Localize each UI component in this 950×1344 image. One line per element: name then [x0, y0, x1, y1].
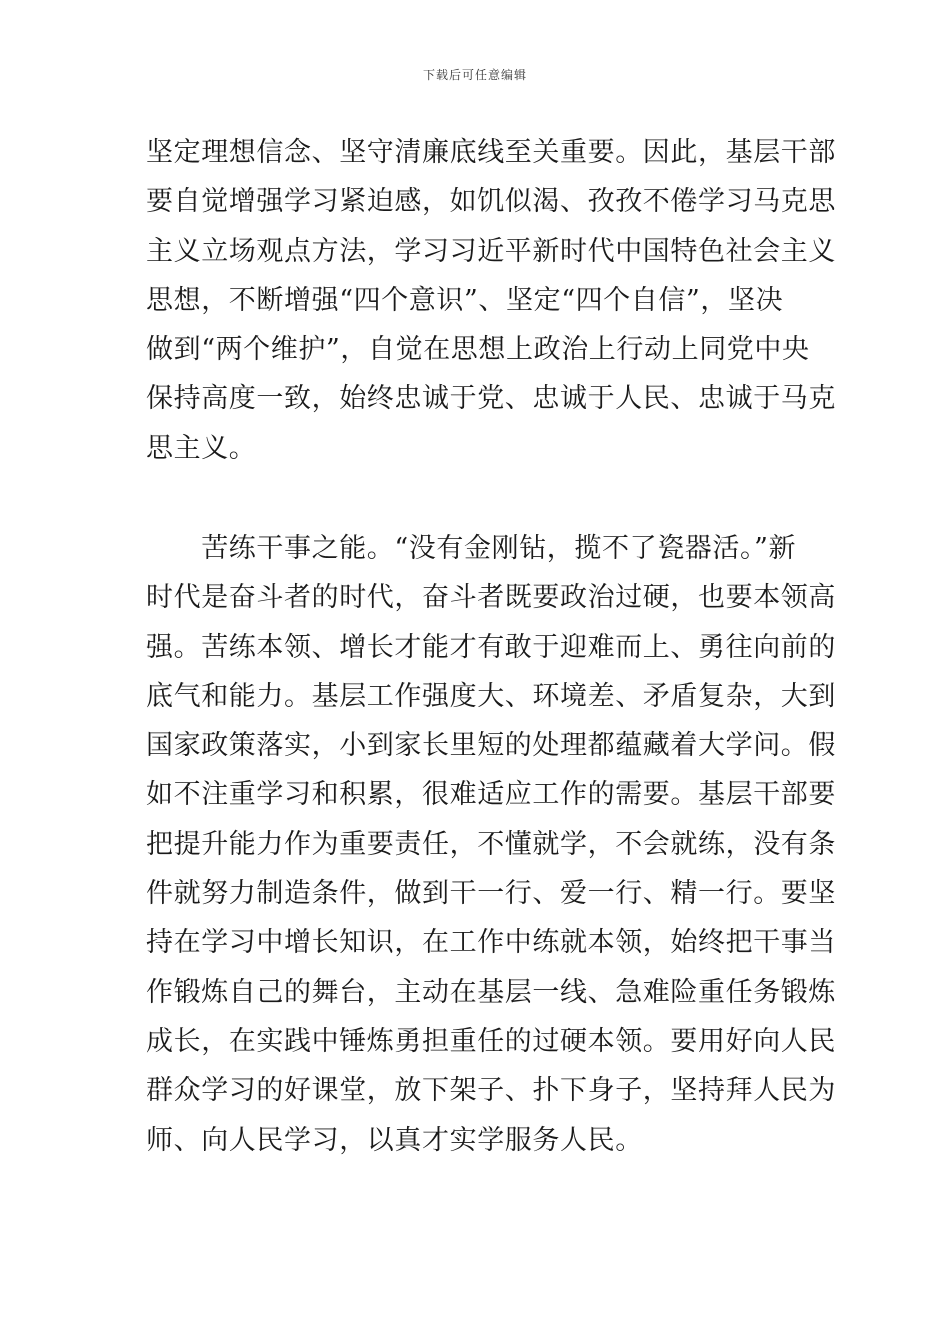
text-line: 作锻炼自己的舞台，主动在基层一线、急难险重任务锻炼: [146, 976, 836, 1008]
text-line: 主义立场观点方法，学习习近平新时代中国特色社会主义: [146, 235, 836, 267]
text-line: 保持高度一致，始终忠诚于党、忠诚于人民、忠诚于马克: [146, 383, 836, 415]
text-line: 师、向人民学习，以真才实学服务人民。: [146, 1124, 643, 1156]
paragraph-1: [146, 128, 836, 473]
text-line: 如不注重学习和积累，很难适应工作的需要。基层干部要: [146, 779, 836, 811]
text-line: 做到“两个维护”，自觉在思想上政治上行动上同党中央: [146, 334, 810, 366]
text-line: 时代是奋斗者的时代，奋斗者既要政治过硬，也要本领高: [146, 582, 836, 614]
paragraph-2: [146, 524, 836, 1165]
text-line: 群众学习的好课堂，放下架子、扑下身子，坚持拜人民为: [146, 1075, 836, 1107]
text-line: 强。苦练本领、增长才能才有敢于迎难而上、勇往向前的: [146, 631, 836, 663]
header-note: 下载后可任意编辑: [422, 68, 527, 82]
text-line: 持在学习中增长知识，在工作中练就本领，始终把干事当: [146, 927, 836, 959]
text-line: 国家政策落实，小到家长里短的处理都蕴藏着大学问。假: [146, 730, 836, 762]
text-line: 思想，不断增强“四个意识”、坚定“四个自信”，坚决: [146, 284, 784, 316]
text-line: 把提升能力作为重要责任，不懂就学，不会就练，没有条: [146, 828, 836, 860]
text-line: 坚定理想信念、坚守清廉底线至关重要。因此，基层干部: [146, 137, 836, 168]
text-line: 底气和能力。基层工作强度大、环境差、矛盾复杂，大到: [146, 680, 836, 712]
text-line: 件就努力制造条件，做到干一行、爱一行、精一行。要坚: [146, 878, 836, 910]
text-line: 要自觉增强学习紧迫感，如饥似渴、孜孜不倦学习马克思: [146, 186, 836, 218]
text-line: 成长，在实践中锤炼勇担重任的过硬本领。要用好向人民: [146, 1025, 836, 1057]
text-line: 苦练干事之能。“没有金刚钻，揽不了瓷器活。”新: [146, 533, 797, 564]
text-line: 思主义。: [146, 432, 257, 464]
